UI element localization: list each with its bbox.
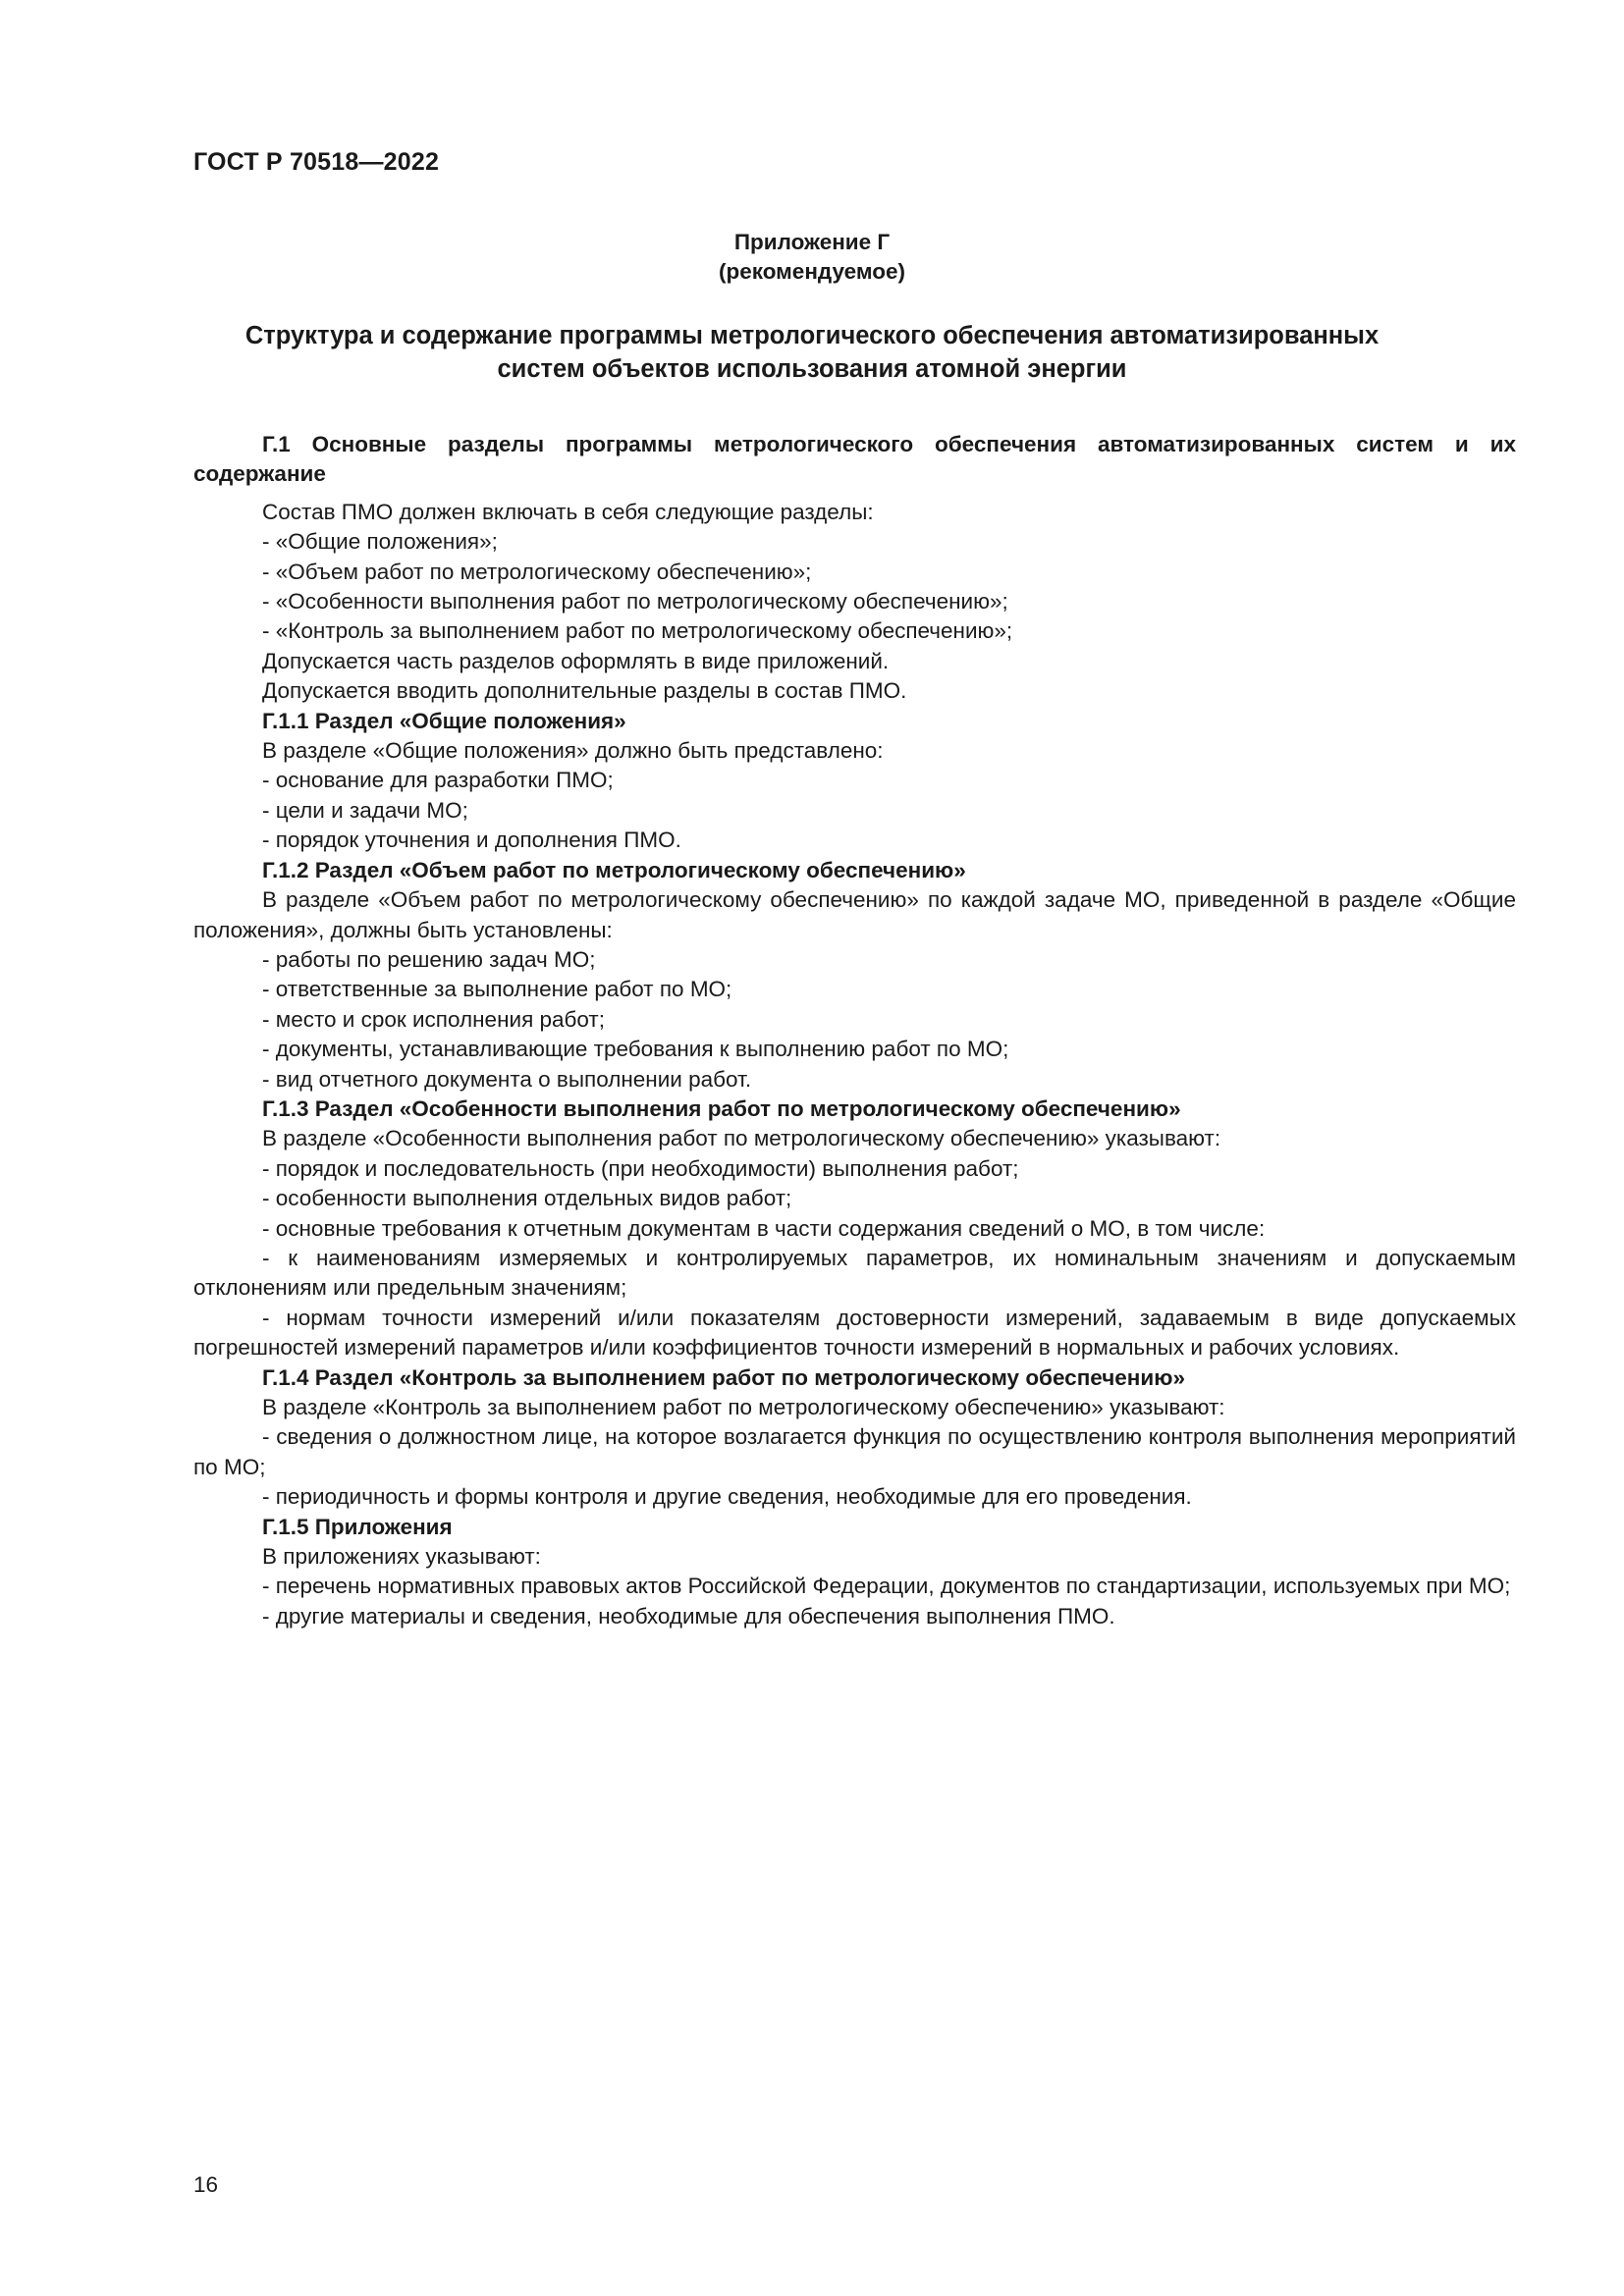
list-item: - к наименованиям измеряемых и контролируемых параметров, их номинальным значениям и допускаемым отклонениям или предельным значениям; (193, 1245, 1516, 1301)
list-item: - особенности выполнения отдельных видов работ; (262, 1186, 792, 1211)
annex-type: (рекомендуемое) (719, 259, 905, 284)
paragraph: Допускается вводить дополнительные разделы в состав ПМО. (262, 678, 907, 704)
list-item: - перечень нормативных правовых актов Российской Федерации, документов по стандартизации, используемых при МО; (262, 1574, 1511, 1599)
paragraph: В разделе «Объем работ по метрологическому обеспечению» по каждой задаче МО, приведенной в разделе «Общие положения», должны быть установлены: (193, 887, 1516, 942)
list-item: - порядок уточнения и дополнения ПМО. (262, 828, 681, 853)
list-item: - работы по решению задач МО; (262, 946, 596, 972)
paragraph: В разделе «Особенности выполнения работ по метрологическому обеспечению» указывают: (262, 1126, 1221, 1151)
title-line-1: Структура и содержание программы метрологического обеспечения автоматизированных (244, 322, 1380, 349)
annex-heading (0, 228, 1624, 287)
list-item: - порядок и последовательность (при необходимости) выполнения работ; (262, 1155, 1019, 1181)
list-item: - основание для разработки ПМО; (262, 768, 614, 793)
section-heading-g1: Г.1 Основные разделы программы метрологического обеспечения автоматизированных систем и их содержание (193, 432, 1516, 487)
standard-code: ГОСТ Р 70518—2022 (193, 148, 440, 176)
list-item: - периодичность и формы контроля и другие сведения, необходимые для его проведения. (262, 1484, 1192, 1510)
paragraph: Состав ПМО должен включать в себя следующие разделы: (262, 499, 874, 524)
paragraph: В приложениях указывают: (262, 1544, 541, 1570)
list-item: - основные требования к отчетным документам в части содержания сведений о МО, в том числе: (262, 1215, 1266, 1241)
section-heading-g1-2: Г.1.2 Раздел «Объем работ по метрологическому обеспечению» (262, 857, 966, 882)
body-text (193, 430, 1516, 1631)
section-heading-g1-3: Г.1.3 Раздел «Особенности выполнения работ по метрологическому обеспечению» (262, 1095, 1181, 1121)
list-item: - «Контроль за выполнением работ по метрологическому обеспечению»; (262, 618, 1013, 644)
list-item: - ответственные за выполнение работ по МО; (262, 977, 732, 1002)
list-item: - место и срок исполнения работ; (262, 1006, 605, 1032)
list-item: - другие материалы и сведения, необходимые для обеспечения выполнения ПМО. (262, 1603, 1115, 1629)
list-item: - сведения о должностном лице, на которое возлагается функция по осуществлению контроля выполнения мероприятий по МО; (193, 1424, 1516, 1479)
page-number: 16 (193, 2172, 219, 2197)
annex-label: Приложение Г (733, 230, 891, 254)
section-heading-g1-4: Г.1.4 Раздел «Контроль за выполнением работ по метрологическому обеспечению» (262, 1364, 1185, 1390)
paragraph: В разделе «Контроль за выполнением работ по метрологическому обеспечению» указывают: (262, 1395, 1225, 1419)
list-item: - цели и задачи МО; (262, 797, 468, 823)
title-line-2: систем объектов использования атомной энергии (497, 355, 1127, 383)
list-item: - вид отчетного документа о выполнении работ. (262, 1066, 752, 1092)
list-item: - «Особенности выполнения работ по метрологическому обеспечению»; (262, 589, 1008, 614)
section-heading-g1-5: Г.1.5 Приложения (262, 1514, 453, 1539)
list-item: - «Объем работ по метрологическому обеспечению»; (262, 559, 812, 584)
list-item: - документы, устанавливающие требования к выполнению работ по МО; (262, 1037, 1009, 1062)
list-item: - нормам точности измерений и/или показателям достоверности измерений, задаваемым в виде допускаемых погрешностей измерений параметров и/или коэффициентов точности измерений в нормальных и рабочих условиях. (193, 1305, 1516, 1361)
paragraph: Допускается часть разделов оформлять в виде приложений. (262, 648, 890, 673)
list-item: - «Общие положения»; (262, 529, 498, 555)
appendix-title (196, 319, 1428, 386)
section-heading-g1-1: Г.1.1 Раздел «Общие положения» (262, 708, 626, 733)
paragraph: В разделе «Общие положения» должно быть представлено: (262, 738, 884, 764)
